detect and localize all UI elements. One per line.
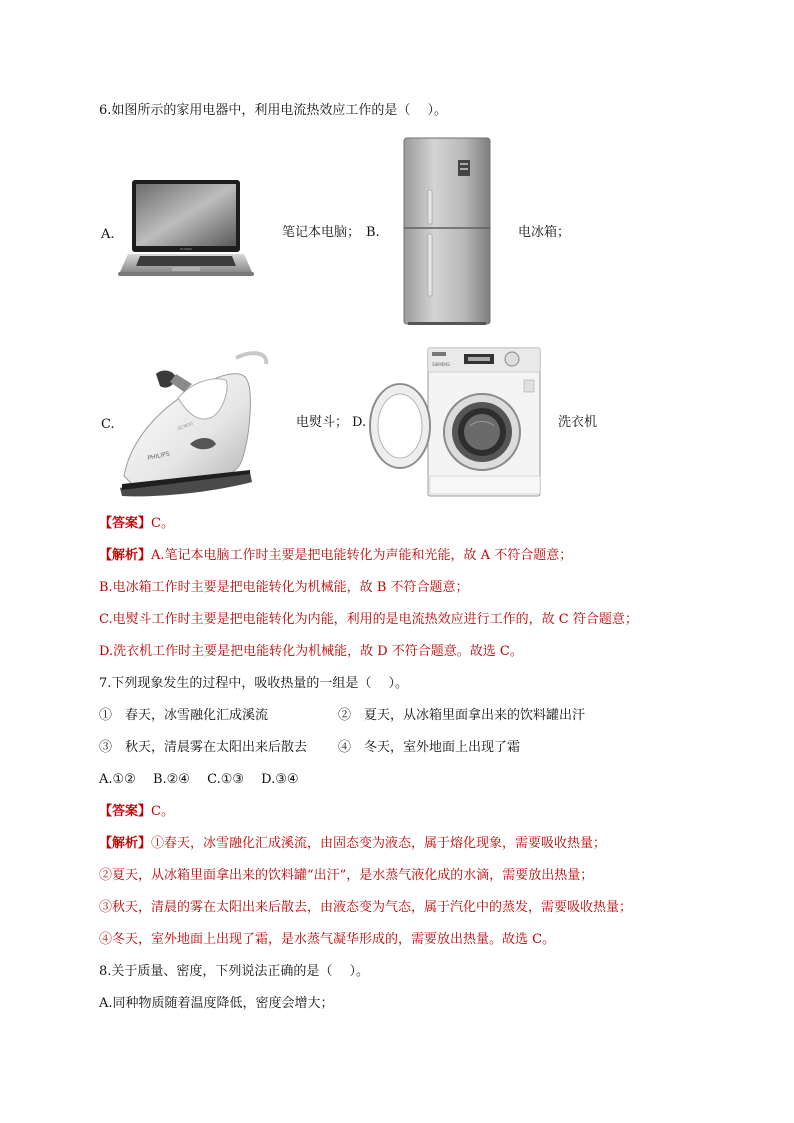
iron-brand: PHILIPS <box>146 450 171 462</box>
q6-analysis-line-2: B.电冰箱工作时主要是把电能转化为机械能，故 B 不符合题意； <box>99 580 469 595</box>
laptop-brand: HUAWEI <box>179 247 193 251</box>
q6-analysis-line-3: C.电熨斗工作时主要是把电能转化为内能，利用的是电流热效应进行工作的，故 C 符合题意； <box>99 612 638 627</box>
answer-value: C。 <box>151 804 174 819</box>
q6-analysis-line-1 <box>99 547 572 565</box>
option-d-letter: D. <box>352 415 367 430</box>
q6-answer <box>99 515 174 533</box>
laptop-image <box>118 178 254 284</box>
option-c-name: 电熨斗； <box>296 415 349 430</box>
q7-answer <box>99 803 174 821</box>
q7-item-4: ④ 冬天，室外地面上出现了霜 <box>338 740 521 755</box>
analysis-tag: 【解析】 <box>99 548 152 563</box>
q7-choices: A.①② B.②④ C.①③ D.③④ <box>99 772 299 787</box>
q6-stem: 6.如图所示的家用电器中，利用电流热效应工作的是（ ）。 <box>99 103 448 118</box>
q8-option-a: A.同种物质随着温度降低，密度会增大； <box>99 996 334 1011</box>
q7-analysis-line-1 <box>99 835 606 853</box>
q7-analysis-line-2: ②夏天，从冰箱里面拿出来的饮料罐“出汗”，是水蒸气液化成的水滴，需要放出热量； <box>99 868 594 883</box>
q8-stem: 8.关于质量、密度，下列说法正确的是（ ）。 <box>99 964 370 979</box>
analysis-tag: 【解析】 <box>99 836 152 851</box>
washer-brand: SIEMENS <box>432 362 450 367</box>
q7-analysis-line-3: ③秋天，清晨的雾在太阳出来后散去，由液态变为气态，属于汽化中的蒸发，需要吸收热量； <box>99 900 633 915</box>
q7-stem: 7.下列现象发生的过程中，吸收热量的一组是（ ）。 <box>99 676 409 691</box>
q7-item-1: ① 春天，冰雪融化汇成溪流 <box>99 708 269 723</box>
iron-model: GC3810 <box>176 420 194 431</box>
q7-analysis-line-4: ④冬天，室外地面上出现了霜，是水蒸气凝华形成的，需要放出热量。故选 C。 <box>99 932 556 947</box>
option-d-name: 洗衣机 <box>558 415 598 430</box>
answer-tag: 【答案】 <box>99 804 152 819</box>
iron-image <box>118 344 270 500</box>
answer-value: C。 <box>151 516 174 531</box>
option-a-name: 笔记本电脑； <box>282 225 361 240</box>
q6-analysis-line-4: D.洗衣机工作时主要是把电能转化为机械能，故 D 不符合题意。故选 C。 <box>99 644 523 659</box>
option-b-letter: B. <box>366 225 380 240</box>
answer-tag: 【答案】 <box>99 516 152 531</box>
q7-item-2: ② 夏天，从冰箱里面拿出来的饮料罐出汗 <box>338 708 586 723</box>
option-c-letter: C. <box>101 417 115 432</box>
q7-item-3: ③ 秋天，清晨雾在太阳出来后散去 <box>99 740 308 755</box>
analysis-text: A.笔记本电脑工作时主要是把电能转化为声能和光能，故 A 不符合题意； <box>151 548 573 563</box>
analysis-text: ①春天，冰雪融化汇成溪流，由固态变为液态，属于熔化现象，需要吸收热量； <box>151 836 607 851</box>
refrigerator-image <box>402 136 492 326</box>
washing-machine-image <box>366 346 544 498</box>
option-a-letter: A. <box>101 227 115 242</box>
option-b-name: 电冰箱； <box>518 225 571 240</box>
